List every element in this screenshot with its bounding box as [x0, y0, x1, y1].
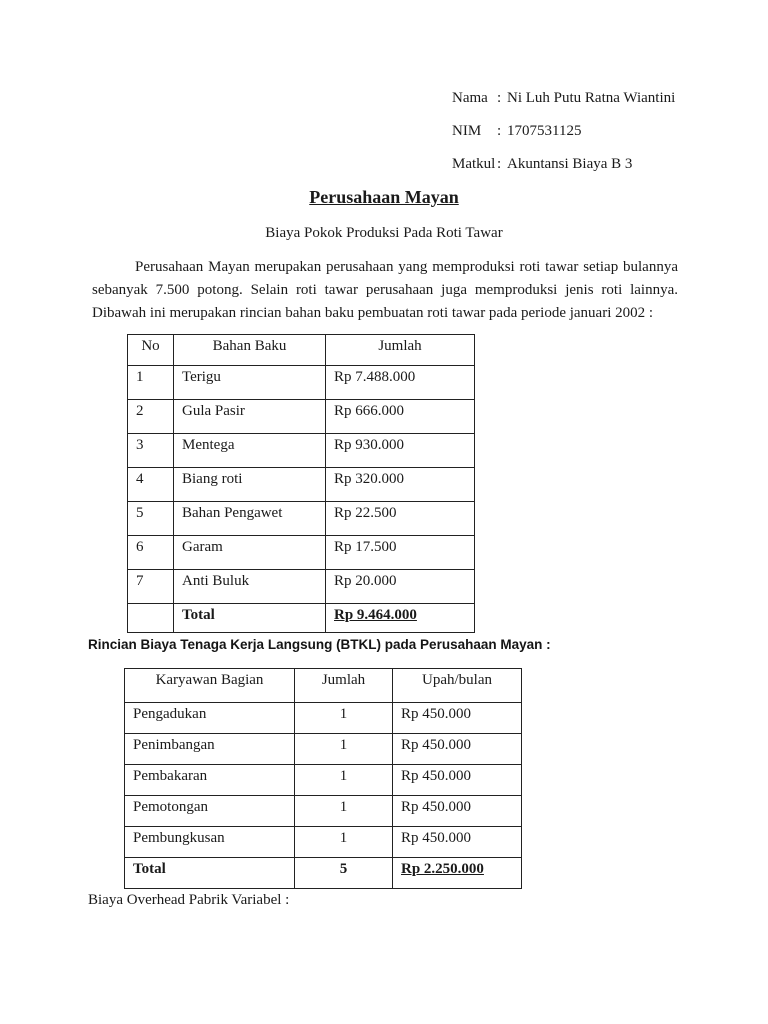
overhead-section-heading: Biaya Overhead Pabrik Variabel : [88, 892, 290, 908]
table-row [125, 734, 522, 765]
cell-jumlah: 1 [295, 765, 393, 796]
table-row [128, 536, 475, 570]
page-subtitle: Biaya Pokok Produksi Pada Roti Tawar [265, 225, 503, 241]
table-total-row [128, 604, 475, 633]
identity-colon: : [497, 90, 502, 106]
cell-karyawan: Penimbangan [125, 734, 295, 765]
column-header-karyawan-bagian: Karyawan Bagian [125, 669, 295, 703]
table-row [128, 400, 475, 434]
table-total-row [125, 858, 522, 889]
cell-jumlah: Rp 20.000 [326, 570, 475, 604]
table-row [128, 366, 475, 400]
table-row [128, 570, 475, 604]
cell-no: 7 [128, 570, 174, 604]
cell-karyawan: Pembungkusan [125, 827, 295, 858]
cell-jumlah: 1 [295, 703, 393, 734]
cell-upah: Rp 450.000 [393, 703, 522, 734]
total-value: Rp 9.464.000 [326, 604, 475, 633]
btkl-section-heading: Rincian Biaya Tenaga Kerja Langsung (BTKL) pada Perusahaan Mayan : [88, 637, 551, 652]
column-header-bahan-baku: Bahan Baku [174, 335, 326, 366]
cell-bahan: Garam [174, 536, 326, 570]
identity-label: Nama [452, 90, 488, 106]
cell-karyawan: Pengadukan [125, 703, 295, 734]
identity-value: 1707531125 [507, 123, 582, 139]
total-label: Total [174, 604, 326, 633]
cell-karyawan: Pembakaran [125, 765, 295, 796]
identity-value: Akuntansi Biaya B 3 [507, 156, 633, 172]
cell-jumlah: Rp 666.000 [326, 400, 475, 434]
table-row [125, 796, 522, 827]
table-header-row [125, 669, 522, 703]
cell-karyawan: Pemotongan [125, 796, 295, 827]
cell-bahan: Bahan Pengawet [174, 502, 326, 536]
cell-no: 6 [128, 536, 174, 570]
table-row [125, 765, 522, 796]
table-row [128, 468, 475, 502]
page-title-text: Perusahaan Mayan [309, 187, 459, 207]
cell-bahan: Mentega [174, 434, 326, 468]
column-header-no: No [128, 335, 174, 366]
cell-jumlah: Rp 320.000 [326, 468, 475, 502]
total-label: Total [125, 858, 295, 889]
cell-no: 2 [128, 400, 174, 434]
identity-colon: : [497, 123, 502, 139]
cell-jumlah: Rp 7.488.000 [326, 366, 475, 400]
cell-bahan: Terigu [174, 366, 326, 400]
cell-jumlah: Rp 930.000 [326, 434, 475, 468]
cell-no: 5 [128, 502, 174, 536]
cell-no: 3 [128, 434, 174, 468]
cell-upah: Rp 450.000 [393, 765, 522, 796]
cell-bahan: Biang roti [174, 468, 326, 502]
column-header-jumlah: Jumlah [295, 669, 393, 703]
cell-upah: Rp 450.000 [393, 796, 522, 827]
student-identity-block [452, 90, 675, 189]
total-value: Rp 2.250.000 [393, 858, 522, 889]
cell-jumlah: 1 [295, 796, 393, 827]
cell-upah: Rp 450.000 [393, 827, 522, 858]
cell-bahan: Gula Pasir [174, 400, 326, 434]
table-row [128, 502, 475, 536]
cell-jumlah: 1 [295, 734, 393, 765]
intro-paragraph: Perusahaan Mayan merupakan perusahaan yang memproduksi roti tawar setiap bulannya sebanyak 7.500 potong. Selain roti tawar perusahaan juga memproduksi jenis roti lainnya. Dibawah ini merupakan rincian bahan baku pembuatan roti tawar pada periode januari 2002 : [92, 259, 678, 321]
identity-row-nim [452, 123, 675, 140]
column-header-upah-bulan: Upah/bulan [393, 669, 522, 703]
cell-no: 1 [128, 366, 174, 400]
bahan-baku-table [127, 334, 475, 633]
table-row [128, 434, 475, 468]
cell-jumlah: Rp 22.500 [326, 502, 475, 536]
identity-row-nama [452, 90, 675, 107]
identity-row-matkul [452, 156, 675, 173]
btkl-table [124, 668, 522, 889]
total-quantity: 5 [295, 858, 393, 889]
cell-jumlah: Rp 17.500 [326, 536, 475, 570]
identity-label: Matkul [452, 156, 496, 172]
table-row [125, 703, 522, 734]
column-header-jumlah: Jumlah [326, 335, 475, 366]
page-title [0, 187, 768, 208]
table-header-row [128, 335, 475, 366]
cell-bahan: Anti Buluk [174, 570, 326, 604]
cell-upah: Rp 450.000 [393, 734, 522, 765]
identity-colon: : [497, 156, 502, 172]
identity-label: NIM [452, 123, 482, 139]
identity-value: Ni Luh Putu Ratna Wiantini [507, 90, 676, 106]
cell-jumlah: 1 [295, 827, 393, 858]
table-row [125, 827, 522, 858]
cell-no: 4 [128, 468, 174, 502]
cell-no-empty [128, 604, 174, 633]
